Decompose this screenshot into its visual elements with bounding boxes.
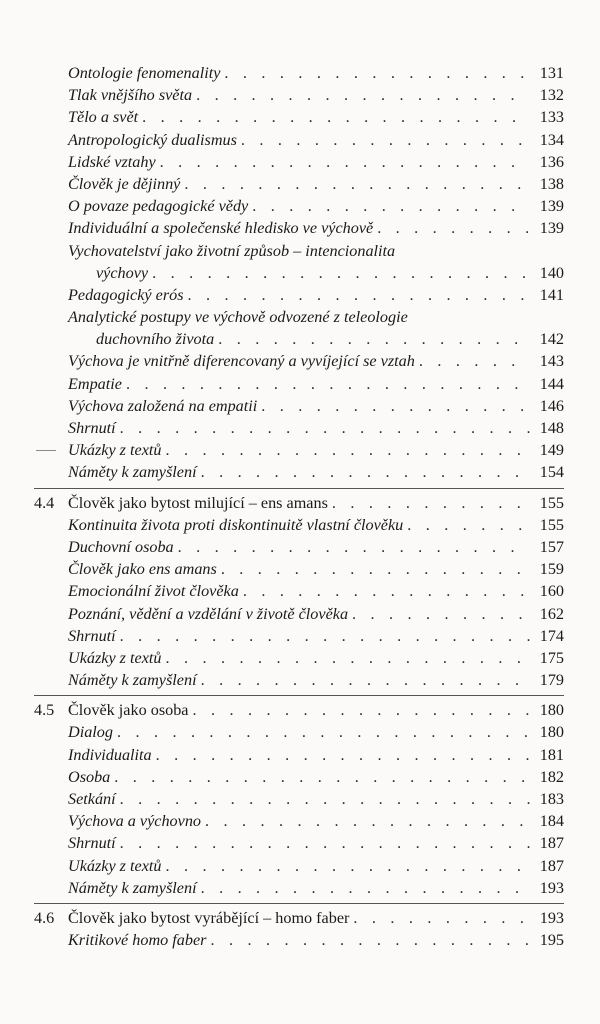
toc-entry [0,810,600,832]
toc-page-number: 180 [539,723,564,742]
toc-entry [0,788,600,810]
leader-dots [205,810,530,832]
toc-page-number: 162 [539,604,564,623]
toc-entry [0,395,600,417]
toc-entry-title: Člověk jako ens amans [68,560,217,579]
toc-page-number: 175 [539,648,564,667]
toc-entry [0,536,600,558]
section-number: 4.4 [34,493,55,512]
section-divider [0,903,600,904]
leader-dots [419,350,530,372]
toc-entry-title: Osoba [68,767,111,786]
toc-page-number: 193 [539,908,564,927]
toc-page-number: 159 [539,560,564,579]
toc-page-number: 138 [539,174,564,193]
toc-entry [0,514,600,536]
leader-dots [353,907,530,929]
leader-dots [160,151,530,173]
leader-dots [201,877,530,899]
toc-entry-title: Individuální a společenské hledisko ve výchově [68,219,374,238]
toc-page-number: 183 [539,790,564,808]
leader-dots [184,173,530,195]
toc-page-number: 132 [539,86,564,105]
toc-entry-title: Individualita [68,745,152,764]
leader-dots [201,669,530,691]
toc-page-number: 139 [539,219,564,238]
toc-page-number: 184 [539,812,564,831]
toc-page-number: 195 [539,931,564,950]
toc-entry [0,173,600,195]
toc-page-number: 133 [539,108,564,127]
leader-dots [142,106,530,128]
toc-page-number: 136 [539,152,564,171]
section-title: Člověk jako bytost vyrábějící – homo faber [68,908,350,927]
section-title: Člověk jako osoba [68,701,189,720]
toc-entry-title-continued: duchovního života [96,330,215,349]
toc-entry [0,129,600,151]
toc-page-number: 179 [539,671,564,690]
toc-page-number: 142 [539,330,564,349]
toc-entry-title: Shrnutí [68,834,116,853]
toc-entry [0,832,600,854]
toc-entry-title: Analytické postupy ve výchově odvozené z teleologie [68,308,408,327]
toc-entry [0,84,600,106]
toc-entry [0,439,600,461]
toc-page-number: 146 [539,396,564,415]
toc-page-number: 139 [539,197,564,216]
toc-entry [0,647,600,669]
toc-entry-title: Vychovatelství jako životní způsob – intencionalita [68,241,396,260]
toc-page-number: 141 [539,285,564,304]
leader-dots [166,855,531,877]
leader-dots [120,625,530,647]
toc-page-number: 174 [539,626,564,645]
toc-entry-title: Shrnutí [68,419,116,437]
leader-dots [188,284,530,306]
toc-entry-line1 [0,306,600,328]
toc-page-number: 160 [539,582,564,601]
leader-dots [261,395,530,417]
toc-entry-title: Kontinuita života proti diskontinuitě vlastní člověku [68,515,404,534]
toc-entry-line1 [0,240,600,262]
toc-entry-title: Emocionální život člověka [68,582,239,601]
toc-page-number: 149 [539,441,564,460]
leader-dots [120,788,530,810]
leader-dots [114,766,530,788]
toc-section-heading [0,907,600,929]
toc-entry [0,558,600,580]
toc-entry-title: Výchova je vnitřně diferencovaný a vyvíjející se vztah [68,352,415,371]
toc-entry [0,625,600,647]
leader-dots [166,439,531,461]
toc-entry [0,284,600,306]
toc-entry-title: Poznání, vědění a vzdělání v životě člověka [68,604,349,623]
toc-entry-title: Náměty k zamyšlení [68,671,197,690]
toc-entry-title: Náměty k zamyšlení [68,463,197,482]
toc-entry [0,580,600,602]
toc-page-number: 155 [539,493,564,512]
toc-entry-title: Lidské vztahy [68,152,156,171]
toc-section-heading [0,492,600,514]
toc-entry-line2 [0,328,600,350]
toc-entry [0,217,600,239]
leader-dots [196,84,530,106]
toc-entry-title: Ukázky z textů [68,441,162,460]
toc-entry-title: Shrnutí [68,626,116,645]
leader-dots [221,558,530,580]
toc-page-number: 140 [539,263,564,282]
leader-dots [166,647,531,669]
toc-section-heading [0,699,600,721]
toc-entry [0,929,600,951]
toc-entry [0,603,600,625]
table-of-contents [0,62,600,951]
toc-entry-line2 [0,262,600,284]
toc-page-number: 148 [539,419,564,437]
toc-page-number: 181 [539,745,564,764]
toc-page-number: 187 [539,834,564,853]
leader-dots [243,580,530,602]
toc-entry-title: Antropologický dualismus [68,130,237,149]
toc-page-number: 131 [539,64,564,82]
toc-page-number: 157 [539,537,564,556]
toc-entry-title: Člověk je dějinný [68,174,181,193]
toc-entry-title-continued: výchovy [96,263,149,282]
section-number: 4.5 [34,701,55,720]
leader-dots [332,492,530,514]
toc-entry [0,151,600,173]
toc-entry-title: Tělo a svět [68,108,139,127]
toc-page-number: 187 [539,856,564,875]
toc-entry-title: Výchova a výchovno [68,812,202,831]
toc-page-number: 155 [539,515,564,534]
margin-pen-mark [36,450,56,452]
toc-page-number: 180 [539,701,564,720]
toc-entry [0,766,600,788]
section-divider [0,488,600,489]
toc-entry-title: Ukázky z textů [68,856,162,875]
toc-page-number: 154 [539,463,564,482]
toc-entry [0,721,600,743]
leader-dots [377,217,530,239]
leader-dots [252,195,530,217]
leader-dots [117,721,530,743]
toc-entry [0,373,600,395]
toc-page-number: 134 [539,130,564,149]
leader-dots [407,514,530,536]
leader-dots [218,328,530,350]
toc-entry-title: Duchovní osoba [68,537,174,556]
leader-dots [224,62,530,84]
toc-entry [0,877,600,899]
toc-entry-title: Setkání [68,790,116,808]
toc-entry [0,417,600,439]
section-number: 4.6 [34,908,55,927]
leader-dots [126,373,530,395]
toc-page-number: 182 [539,767,564,786]
leader-dots [201,461,530,483]
toc-entry [0,461,600,483]
leader-dots [352,603,530,625]
toc-entry-title: Kritikové homo faber [68,931,207,950]
toc-entry-title: Ontologie fenomenality [68,64,221,82]
toc-page-number: 143 [539,352,564,371]
toc-page-number: 193 [539,878,564,897]
leader-dots [178,536,530,558]
leader-dots [120,832,530,854]
section-divider [0,695,600,696]
toc-entry [0,350,600,372]
toc-entry [0,195,600,217]
toc-entry-title: Tlak vnějšího světa [68,86,193,105]
leader-dots [120,417,530,439]
toc-entry [0,62,600,84]
toc-page-number: 144 [539,374,564,393]
toc-entry-title: Empatie [68,374,122,393]
toc-entry [0,855,600,877]
toc-entry-title: Výchova založená na empatii [68,396,258,415]
section-title: Člověk jako bytost milující – ens amans [68,493,328,512]
leader-dots [193,699,531,721]
leader-dots [210,929,530,951]
toc-entry-title: Pedagogický erós [68,285,184,304]
leader-dots [156,744,530,766]
leader-dots [152,262,530,284]
toc-entry-title: O povaze pedagogické vědy [68,197,249,216]
toc-entry [0,669,600,691]
toc-entry-title: Náměty k zamyšlení [68,878,197,897]
toc-entry-title: Ukázky z textů [68,648,162,667]
toc-entry [0,744,600,766]
toc-entry-title: Dialog [68,723,113,742]
toc-entry [0,106,600,128]
leader-dots [241,129,530,151]
